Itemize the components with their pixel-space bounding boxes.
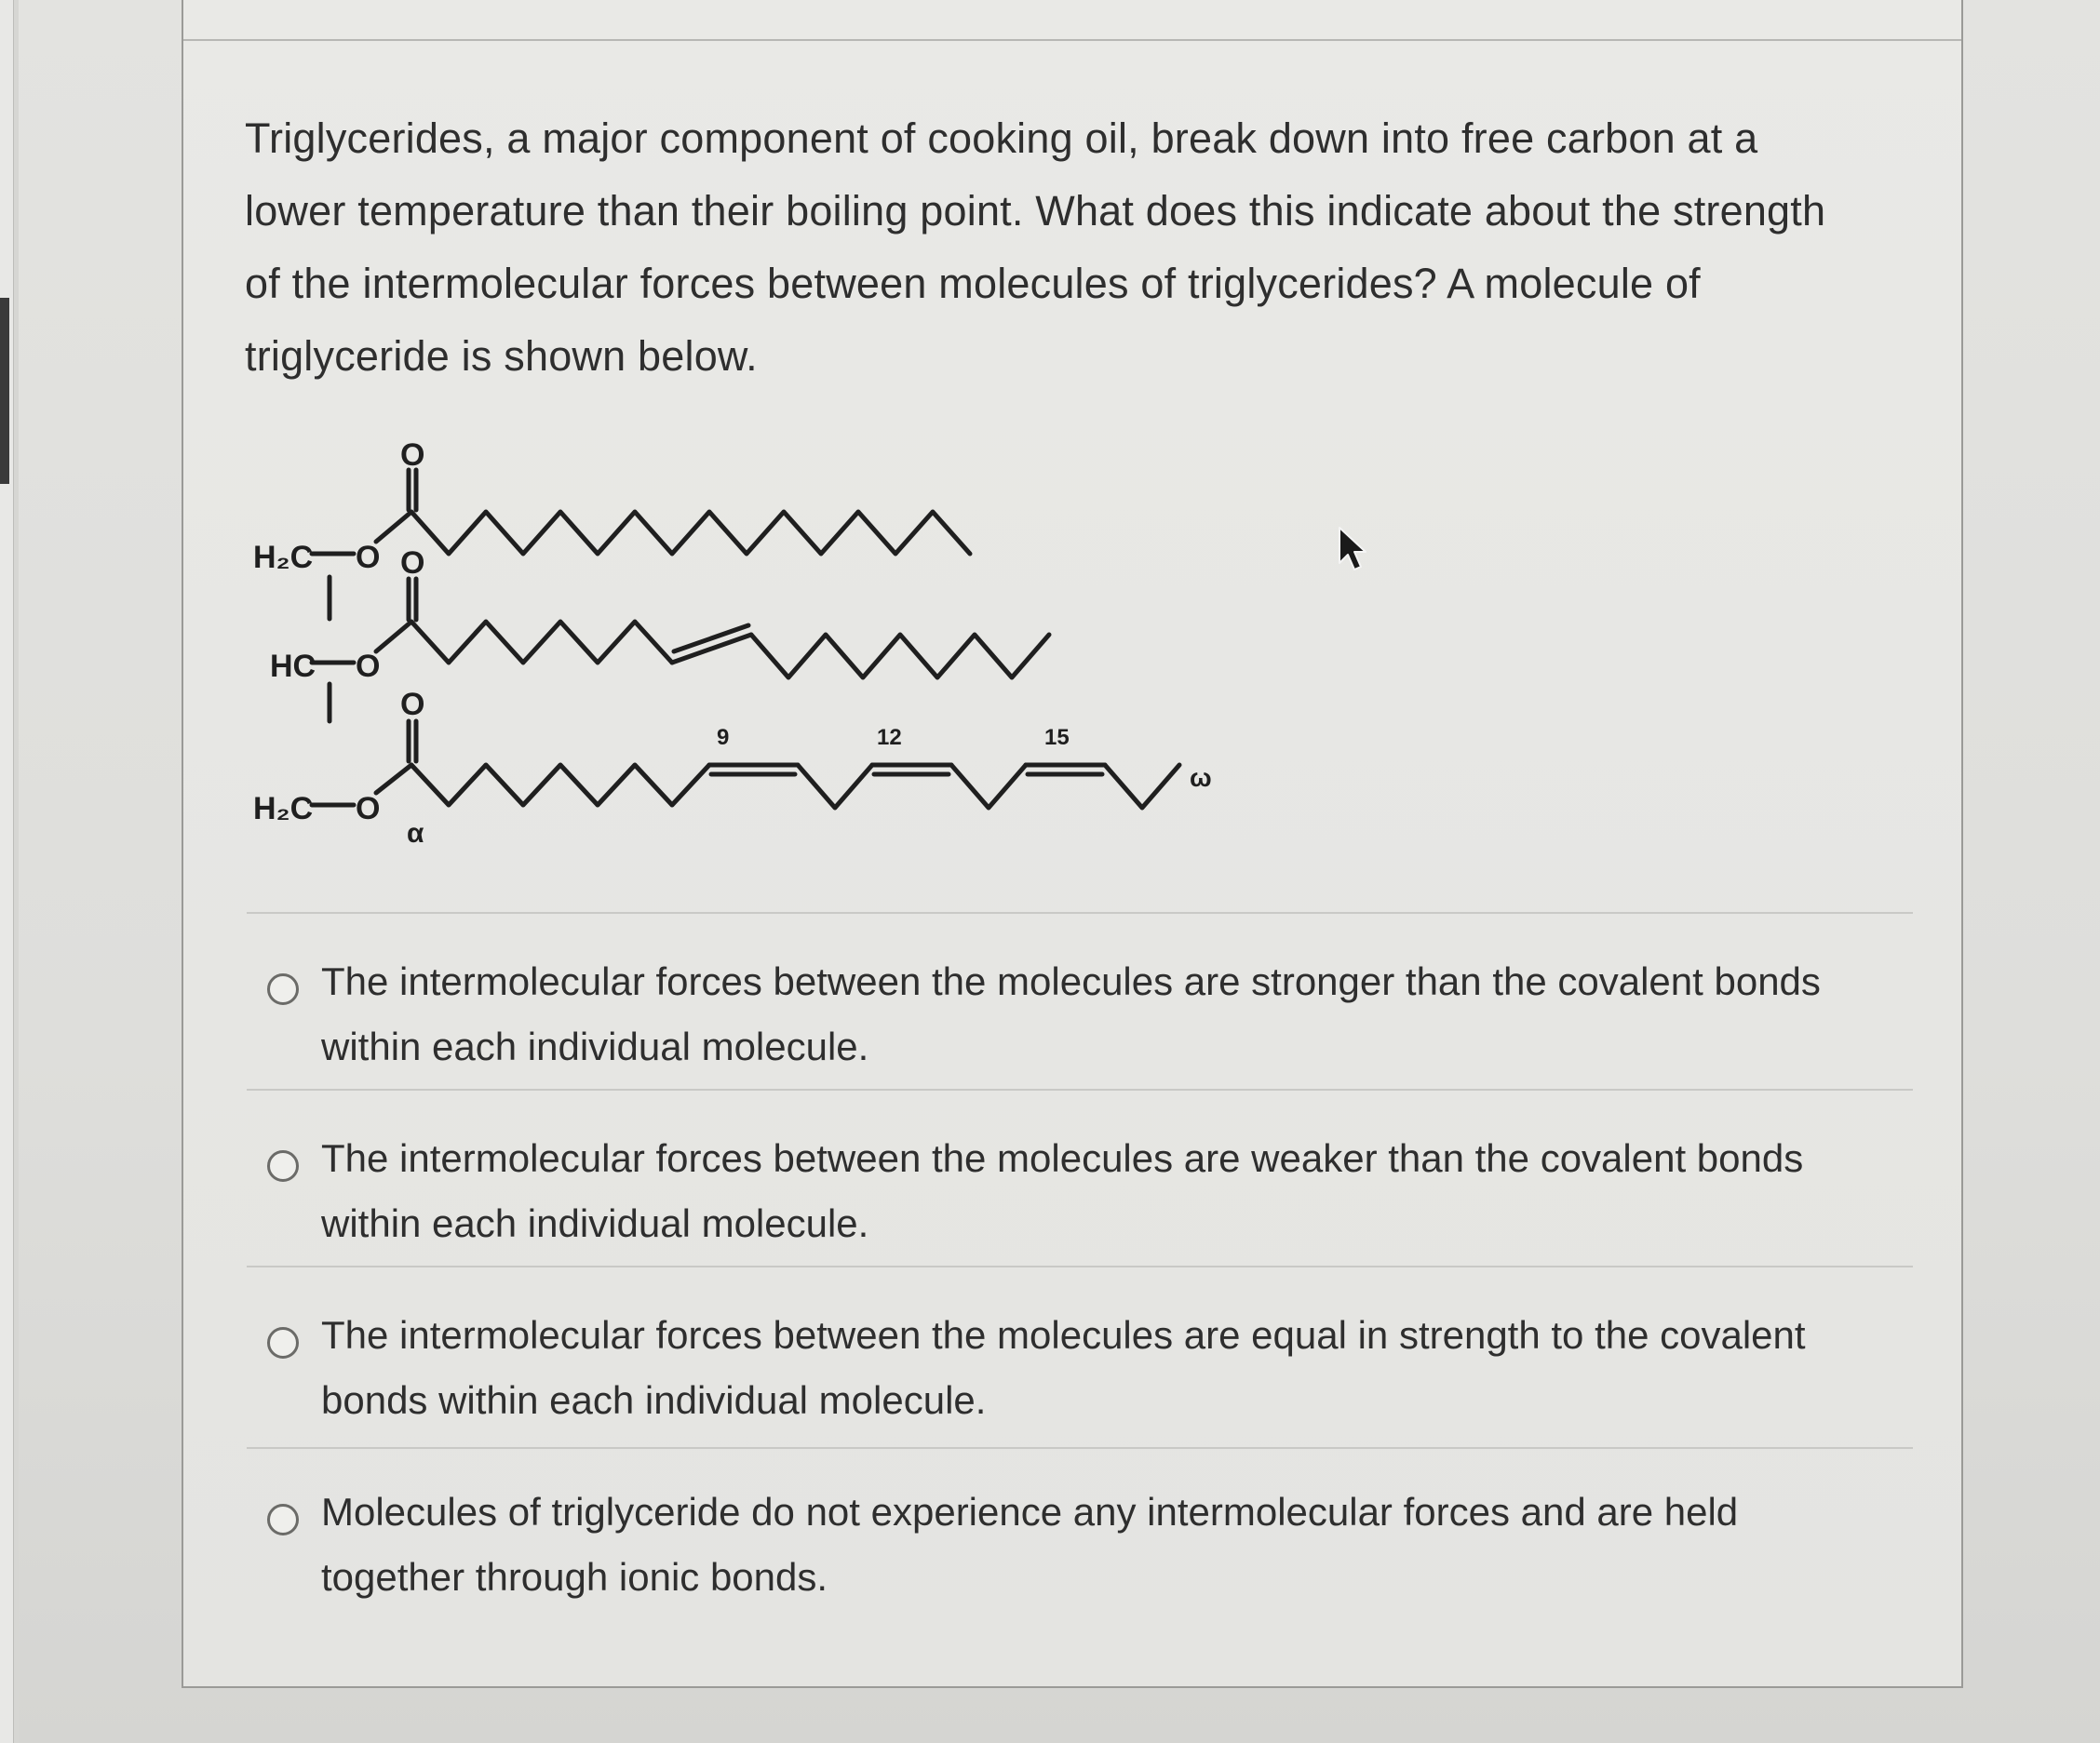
divider-before-option-3 [247, 1266, 1913, 1267]
chain-1-saturated [376, 512, 970, 554]
divider-before-option-2 [247, 1089, 1913, 1091]
triglyceride-structure-figure [225, 419, 1528, 865]
label-o-ester-bot: O [356, 791, 381, 826]
label-position-12: 12 [877, 725, 902, 750]
question-text: Triglycerides, a major component of cooking oil, break down into free carbon at a lower temperature than their boiling point. What does this indicate about the strength of the intermolecular forces between molecules of triglycerides? A molecule of triglyceride is shown below. [245, 114, 1826, 380]
divider-before-option-4 [247, 1447, 1913, 1449]
radio-circle-icon[interactable] [267, 1150, 299, 1182]
chain-2-part-a [376, 622, 672, 663]
card-top-divider [183, 39, 1961, 41]
answer-option-1-text: The intermolecular forces between the molecules are stronger than the covalent bonds within each individual molecule. [321, 959, 1821, 1068]
left-edge-strip [0, 0, 14, 1743]
triglyceride-structure-diagram [225, 419, 1528, 865]
chain-3-part-c [951, 765, 1026, 808]
label-o-carbonyl-top: O [400, 437, 425, 473]
label-hc: HC [270, 649, 316, 684]
answer-option-2-text: The intermolecular forces between the molecules are weaker than the covalent bonds within each individual molecule. [321, 1136, 1804, 1245]
answer-option-3-text: The intermolecular forces between the molecules are equal in strength to the covalent bonds within each individual molecule. [321, 1313, 1806, 1422]
answer-option-4-text: Molecules of triglyceride do not experience any intermolecular forces and are held together through ionic bonds. [321, 1490, 1739, 1599]
answer-option-4[interactable] [267, 1480, 1850, 1610]
label-o-ester-mid: O [356, 649, 381, 684]
label-omega: ω [1190, 763, 1212, 792]
label-alpha: α [407, 818, 424, 849]
label-position-9: 9 [717, 725, 730, 750]
page-background [19, 0, 2100, 1743]
chain-3-part-a [376, 765, 709, 805]
left-edge-dark-tab [0, 298, 9, 484]
radio-circle-icon[interactable] [267, 1504, 299, 1535]
chain-3-part-d [1105, 765, 1179, 808]
label-o-carbonyl-bot: O [400, 687, 425, 722]
label-position-15: 15 [1044, 725, 1070, 750]
answer-option-3[interactable] [267, 1303, 1850, 1433]
answer-option-1[interactable] [267, 949, 1850, 1079]
label-o-ester-top: O [356, 540, 381, 575]
question-card [182, 0, 1963, 1688]
chain-3-part-b [798, 765, 872, 808]
label-o-carbonyl-mid: O [400, 545, 425, 581]
divider-before-option-1 [247, 912, 1913, 914]
label-h2c-top: H₂C [253, 540, 314, 575]
radio-circle-icon[interactable] [267, 973, 299, 1005]
radio-circle-icon[interactable] [267, 1327, 299, 1359]
label-h2c-bottom: H₂C [253, 791, 314, 826]
mouse-pointer-icon [1336, 526, 1369, 572]
chain-2-part-b [751, 635, 1049, 677]
answer-option-2[interactable] [267, 1126, 1850, 1256]
